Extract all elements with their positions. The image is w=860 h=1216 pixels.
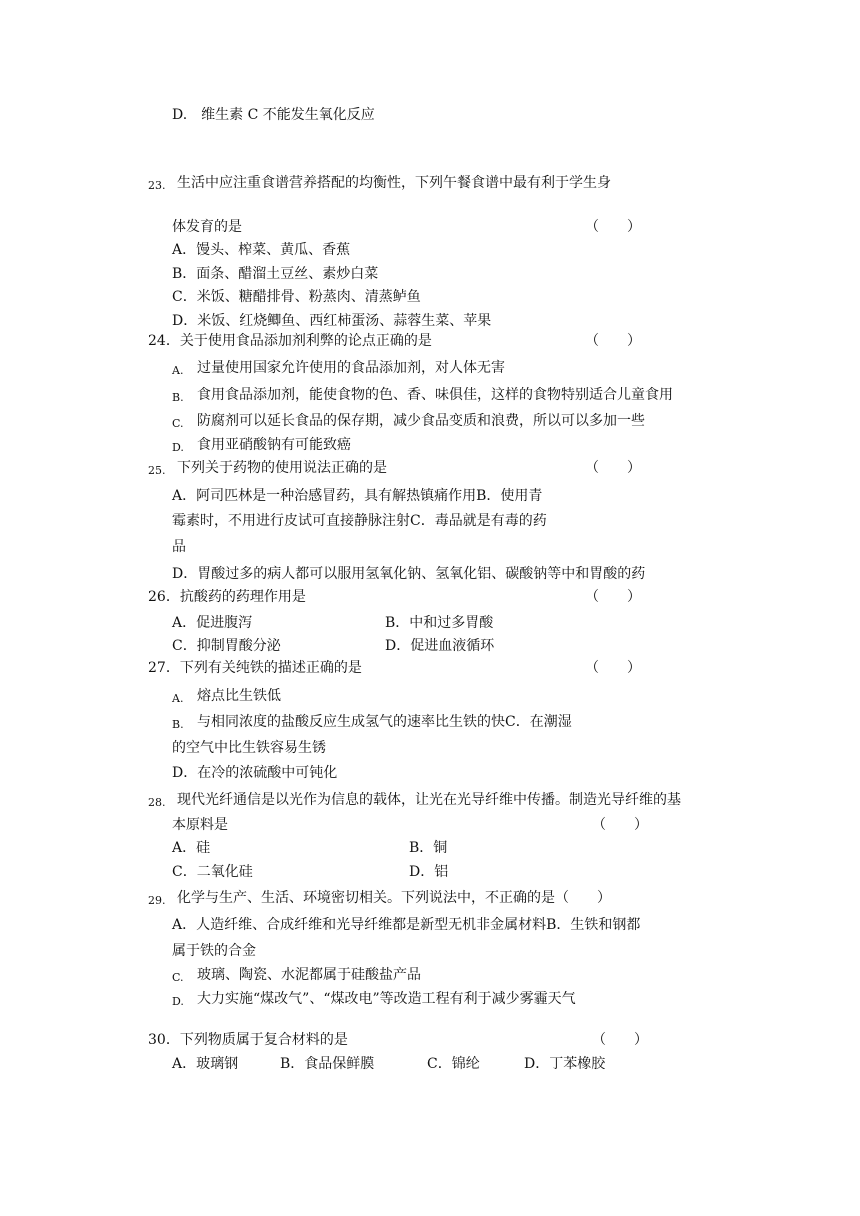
q27-option-b: 与相同浓度的盐酸反应生成氢气的速率比生铁的快C．在潮湿	[197, 714, 572, 730]
q24-option-a: 过量使用国家允许使用的食品添加剂，对人体无害	[197, 360, 505, 376]
q29-option-c: 玻璃、陶瓷、水泥都属于硅酸盐产品	[197, 967, 421, 983]
q25-options-line3: 品	[172, 539, 186, 555]
q30-option-b: B．食品保鲜膜	[280, 1056, 375, 1072]
q25-options-line1: A．阿司匹林是一种治感冒药，具有解热镇痛作用B．使用青	[172, 488, 543, 504]
q29-stem: 化学与生产、生活、环境密切相关。下列说法中，不正确的是（ ）	[177, 890, 611, 906]
q29-options-line1: A．人造纤维、合成纤维和光导纤维都是新型无机非金属材料B．生铁和钢都	[172, 917, 641, 933]
q29-option-d-tag: D.	[172, 995, 184, 1008]
q26-answer-blank: （ ）	[585, 589, 641, 605]
q27-stem: 27．下列有关纯铁的描述正确的是	[148, 660, 362, 676]
q28-option-a: A．硅	[172, 840, 211, 856]
q27-option-d: D．在冷的浓硫酸中可钝化	[172, 765, 338, 781]
q26-option-d: D．促进血液循环	[385, 638, 495, 654]
q29-option-c-tag: C.	[172, 971, 184, 984]
q24-option-c: 防腐剂可以延长食品的保存期，减少食品变质和浪费，所以可以多加一些	[197, 413, 645, 429]
q30-option-d: D．丁苯橡胶	[524, 1056, 606, 1072]
q23-option-b: B．面条、醋溜土豆丝、素炒白菜	[172, 266, 379, 282]
q23-number: 23.	[148, 179, 166, 192]
q30-stem: 30．下列物质属于复合材料的是	[148, 1032, 348, 1048]
q26-option-b: B．中和过多胃酸	[385, 615, 494, 631]
q28-stem-cont: 本原料是	[172, 817, 228, 833]
q30-option-a: A．玻璃钢	[172, 1056, 239, 1072]
q25-number: 25.	[148, 464, 166, 477]
q26-option-c: C．抑制胃酸分泌	[172, 638, 281, 654]
q24-answer-blank: （ ）	[585, 333, 641, 349]
q23-option-a: A．馒头、榨菜、黄瓜、香蕉	[172, 242, 351, 258]
q29-number: 29.	[148, 894, 166, 907]
q23-answer-blank: （ ）	[585, 219, 641, 235]
q24-option-c-tag: C.	[172, 417, 184, 430]
q25-stem: 下列关于药物的使用说法正确的是	[177, 460, 387, 476]
q30-answer-blank: （ ）	[592, 1032, 648, 1048]
q28-option-c: C．二氧化硅	[172, 864, 253, 880]
q29-option-d: 大力实施“煤改气”、“煤改电”等改造工程有利于减少雾霾天气	[197, 991, 576, 1007]
q24-stem: 24．关于使用食品添加剂利弊的论点正确的是	[148, 333, 432, 349]
q29-options-line2: 属于铁的合金	[172, 943, 256, 959]
q30-option-c: C．锦纶	[427, 1056, 480, 1072]
q24-option-d: 食用亚硝酸钠有可能致癌	[197, 437, 351, 453]
q28-number: 28.	[148, 796, 166, 809]
q28-option-d: D．铝	[409, 864, 449, 880]
q25-options-line2: 霉素时，不用进行皮试可直接静脉注射C．毒品就是有毒的药	[172, 513, 547, 529]
q24-option-b: 食用食品添加剂，能使食物的色、香、味俱佳，这样的食物特别适合儿童食用	[197, 387, 673, 403]
q27-option-b-tag: B.	[172, 718, 184, 731]
q24-option-b-tag: B.	[172, 391, 184, 404]
q26-stem: 26．抗酸药的药理作用是	[148, 589, 306, 605]
q22-option-d: D. 维生素 C 不能发生氧化反应	[172, 107, 375, 123]
q28-option-b: B．铜	[409, 840, 448, 856]
q24-option-d-tag: D.	[172, 441, 184, 454]
q28-answer-blank: （ ）	[592, 817, 648, 833]
q25-option-d: D．胃酸过多的病人都可以服用氢氧化钠、氢氧化铝、碳酸钠等中和胃酸的药	[172, 566, 646, 582]
q27-options-line3: 的空气中比生铁容易生锈	[172, 740, 326, 756]
q27-option-a: 熔点比生铁低	[197, 688, 281, 704]
q23-option-c: C．米饭、糖醋排骨、粉蒸肉、清蒸鲈鱼	[172, 289, 421, 305]
q24-option-a-tag: A.	[172, 364, 184, 377]
q25-answer-blank: （ ）	[585, 460, 641, 476]
q26-option-a: A．促进腹泻	[172, 615, 253, 631]
q27-answer-blank: （ ）	[585, 660, 641, 676]
q23-stem: 生活中应注重食谱营养搭配的均衡性，下列午餐食谱中最有利于学生身	[177, 175, 611, 191]
q23-stem-cont: 体发育的是	[172, 219, 242, 235]
q28-stem: 现代光纤通信是以光作为信息的载体，让光在光导纤维中传播。制造光导纤维的基	[177, 792, 681, 808]
q23-option-d: D．米饭、红烧鲫鱼、西红柿蛋汤、蒜蓉生菜、苹果	[172, 313, 492, 329]
q27-option-a-tag: A.	[172, 692, 184, 705]
